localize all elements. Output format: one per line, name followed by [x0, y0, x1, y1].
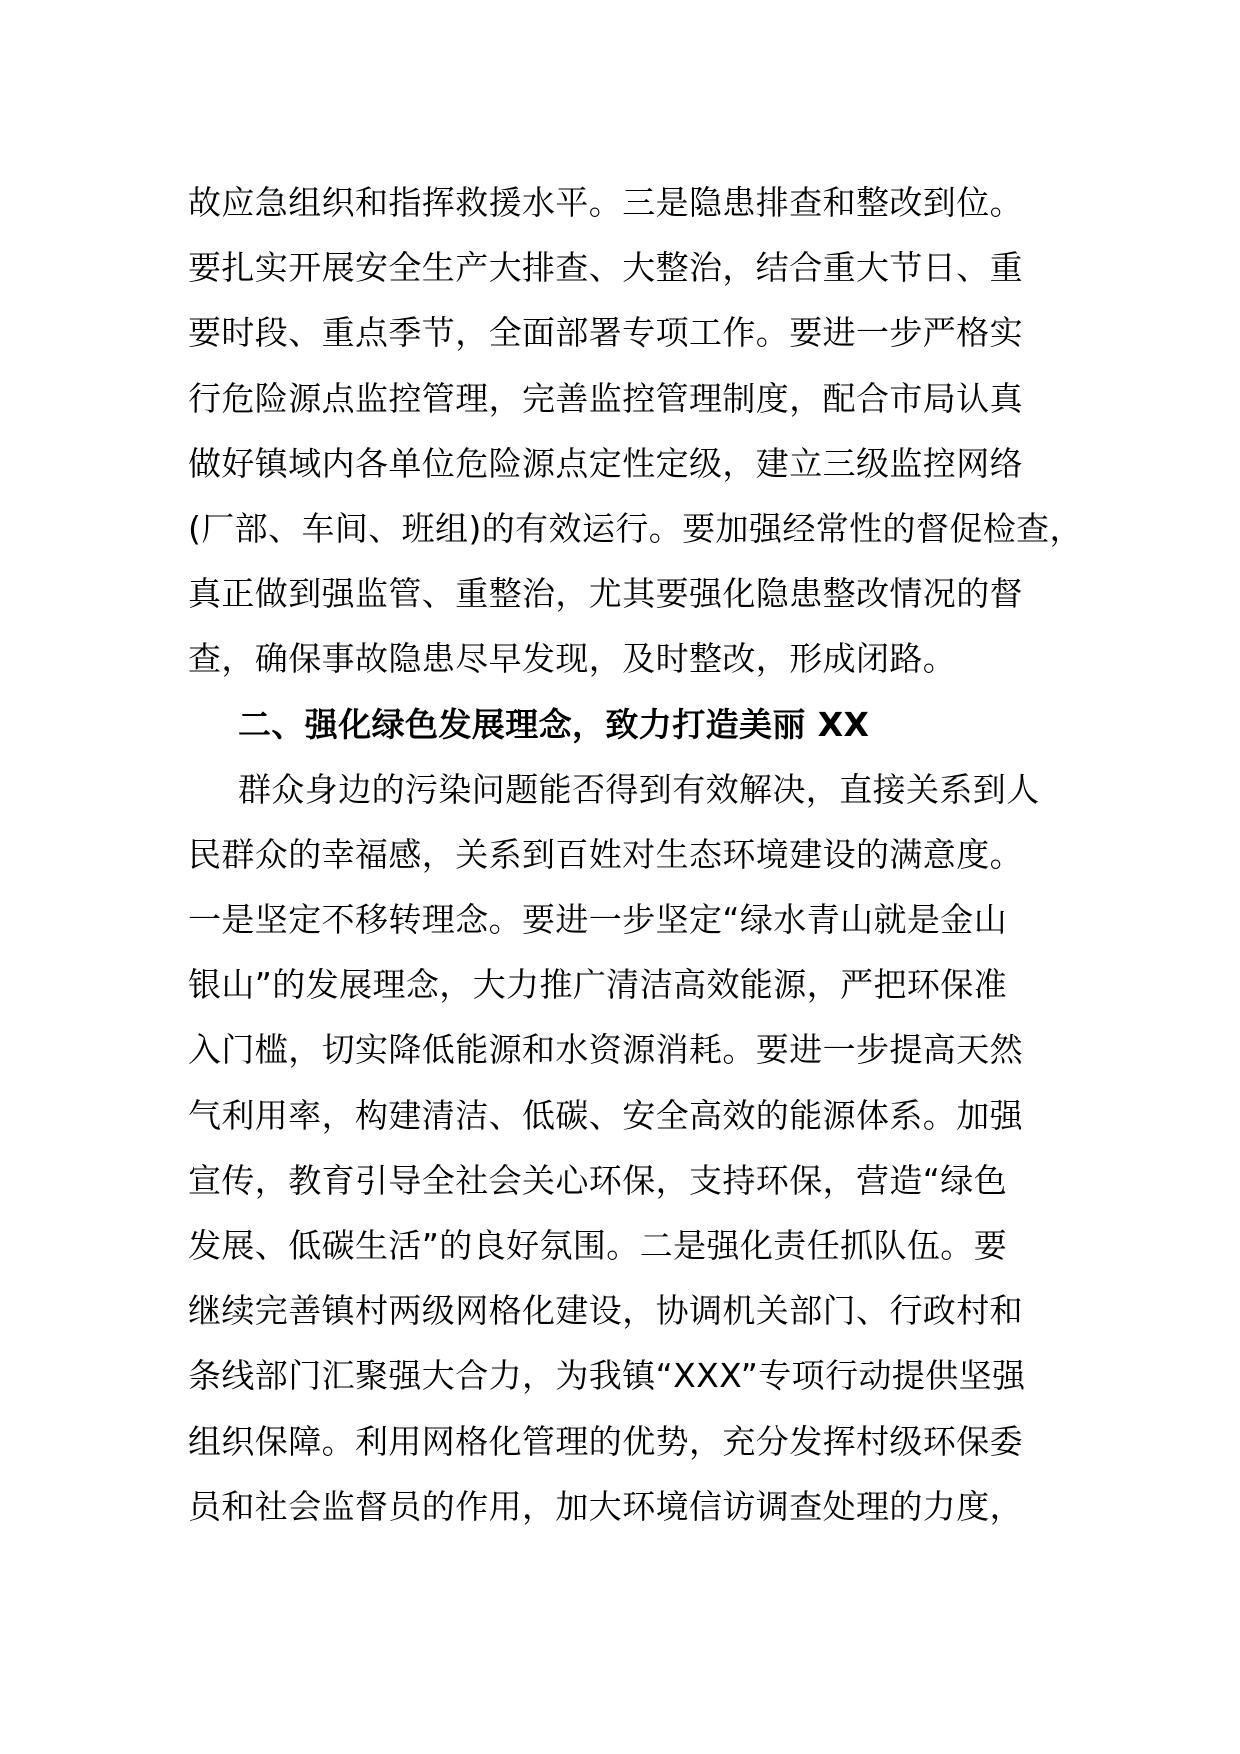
paragraph-line: 继续完善镇村两级网格化建设，协调机关部门、行政村和: [188, 1291, 1023, 1331]
paragraph-line: 一是坚定不移转理念。要进一步坚定“绿水青山就是金山: [188, 900, 1008, 940]
paragraph-line: 气利用率，构建清洁、低碳、安全高效的能源体系。加强: [188, 1095, 1023, 1135]
paragraph-line: 发展、低碳生活”的良好氛围。二是强化责任抓队伍。要: [188, 1226, 1008, 1265]
paragraph-line: 条线部门汇聚强大合力，为我镇“XXX”专项行动提供坚强: [188, 1356, 1026, 1396]
paragraph-line: 查，确保事故隐患尽早发现，及时整改，形成闭路。: [188, 639, 957, 679]
paragraph-line: 群众身边的污染问题能否得到有效解决，直接关系到人: [238, 769, 1040, 809]
paragraph-line: 要时段、重点季节，全面部署专项工作。要进一步严格实: [188, 313, 1023, 353]
paragraph-line: 故应急组织和指挥救援水平。三是隐患排查和整改到位。: [188, 183, 1023, 222]
paragraph-line: 民群众的幸福感，关系到百姓对生态环境建设的满意度。: [188, 834, 1023, 874]
paragraph-line: 银山”的发展理念，大力推广清洁高效能源，严把环保准: [188, 965, 1008, 1005]
paragraph-line: 要扎实开展安全生产大排查、大整治，结合重大节日、重: [188, 248, 1023, 288]
paragraph-line: 行危险源点监控管理，完善监控管理制度，配合市局认真: [188, 378, 1023, 418]
paragraph-line: 组织保障。利用网格化管理的优势，充分发挥村级环保委: [188, 1421, 1023, 1461]
section-heading: 二、强化绿色发展理念，致力打造美丽 XX: [238, 704, 870, 744]
paragraph-line: (厂部、车间、班组)的有效运行。要加强经常性的督促检查，: [188, 508, 1083, 548]
paragraph-line: 真正做到强监管、重整治，尤其要强化隐患整改情况的督: [188, 574, 1023, 614]
paragraph-line: 做好镇域内各单位危险源点定性定级，建立三级监控网络: [188, 443, 1023, 483]
paragraph-line: 员和社会监督员的作用，加大环境信访调查处理的力度，: [188, 1486, 1023, 1526]
paragraph-line: 入门槛，切实降低能源和水资源消耗。要进一步提高天然: [188, 1030, 1023, 1070]
document-body: [188, 170, 1088, 1539]
paragraph-line: 宣传，教育引导全社会关心环保，支持环保，营造“绿色: [188, 1160, 1008, 1200]
